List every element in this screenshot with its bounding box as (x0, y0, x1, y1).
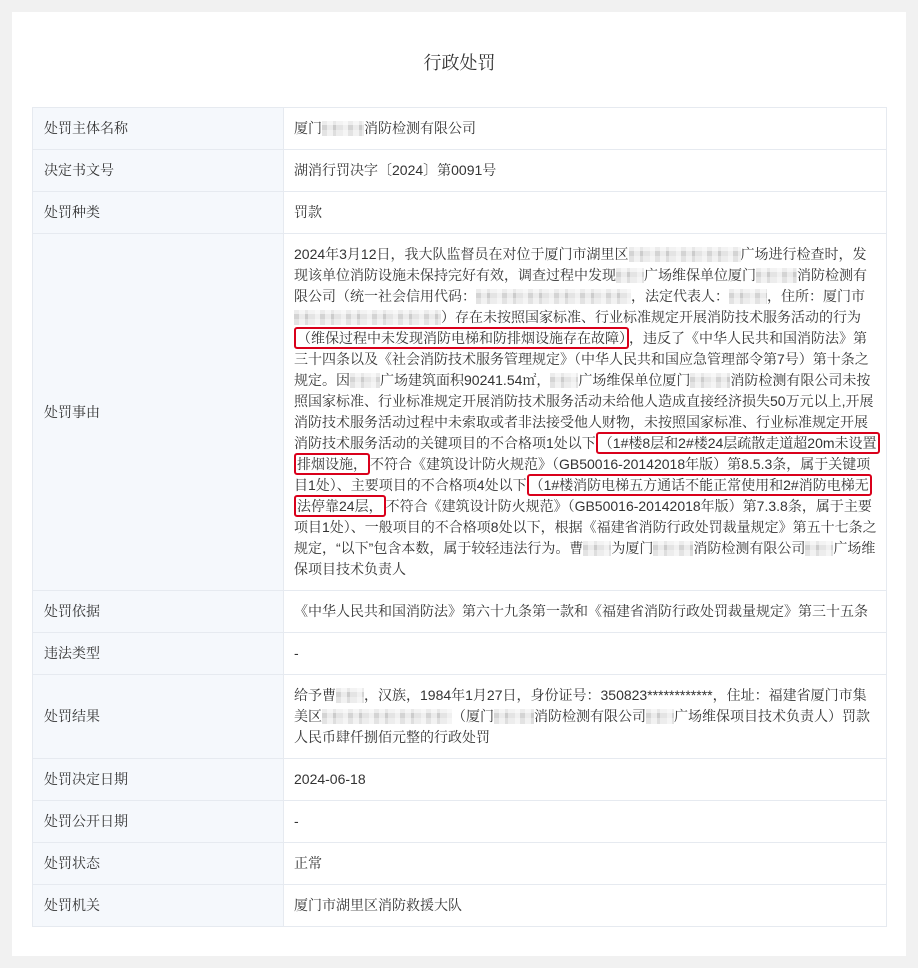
highlighted-fault-3: （1#楼消防电梯五方通话不能正常使用和2#消防电梯无法停靠24层， (294, 474, 872, 517)
row-basis (33, 591, 887, 633)
redacted-text (322, 709, 452, 724)
reason-text: 消防检测有限公司未按照国家标准、行业标准规定开展消防技术服务活动未给他人造成直接经济损失50万元以上,开展消防技术服务活动过程中未索取或者非法接受他人财物，未按照国家标准、行业标准规定开展消防技术服务活动的关键项目的不合格项1处以下 (294, 372, 874, 451)
redacted-text (756, 268, 797, 283)
value-reason (284, 234, 887, 591)
penalty-detail-table (32, 107, 887, 927)
redacted-text (294, 310, 441, 325)
result-text: 广场维保项目技术负责人）罚款人民币肆仟捌佰元整的行政处罚 (294, 708, 870, 745)
value-basis: 《中华人民共和国消防法》第六十九条第一款和《福建省消防行政处罚裁量规定》第三十五条 (284, 591, 887, 633)
row-result (33, 675, 887, 759)
value-status: 正常 (284, 843, 887, 885)
entity-name-text: 消防检测有限公司 (364, 120, 476, 136)
reason-text: 广场维保项目技术负责人 (294, 540, 876, 577)
result-text: （厦门 (452, 708, 494, 724)
row-publish-date (33, 801, 887, 843)
row-decision-date (33, 759, 887, 801)
reason-text: 广场维保单位厦门 (578, 372, 691, 388)
label-result: 处罚结果 (33, 675, 284, 759)
redacted-text (653, 541, 693, 556)
reason-text: 广场维保单位厦门 (644, 267, 756, 283)
value-authority: 厦门市湖里区消防救援大队 (284, 885, 887, 927)
highlighted-fault-1: （维保过程中未发现消防电梯和防排烟设施存在故障） (294, 327, 629, 349)
label-penalty-type: 处罚种类 (33, 192, 284, 234)
reason-text: 不符合《建筑设计防火规范》（GB50016-20142018年版）第8.5.3条，属于关键项目1处）、主要项目的不合格项4处以下 (294, 456, 871, 493)
value-result (284, 675, 887, 759)
label-publish-date: 处罚公开日期 (33, 801, 284, 843)
redacted-text (729, 289, 767, 304)
redacted-text (629, 247, 741, 262)
redacted-text (322, 121, 364, 136)
reason-text: 不符合《建筑设计防火规范》（GB50016-20142018年版）第7.3.8条，属于主要项目1处）、一般项目的不合格项8处以下，根据《福建省消防行政处罚裁量规定》第五十七条之规定，“以下”包含本数，属于较轻违法行为。曹 (294, 498, 877, 556)
penalty-detail-card (12, 12, 906, 956)
row-violation-type (33, 633, 887, 675)
result-text: ，汉族，1984年1月27日，身份证号：350823************，住址：福建省厦门市集美区 (294, 687, 867, 724)
value-publish-date: - (284, 801, 887, 843)
redacted-text (805, 541, 833, 556)
value-entity-name (284, 108, 887, 150)
label-basis: 处罚依据 (33, 591, 284, 633)
reason-text: ）存在未按照国家标准、行业标准规定开展消防技术服务活动的行为 (441, 309, 861, 325)
reason-text: 消防检测有限公司（统一社会信用代码： (294, 267, 867, 304)
redacted-text (550, 373, 578, 388)
label-authority: 处罚机关 (33, 885, 284, 927)
label-reason: 处罚事由 (33, 234, 284, 591)
result-text: 给予曹 (294, 687, 336, 703)
row-entity-name (33, 108, 887, 150)
row-status (33, 843, 887, 885)
label-status: 处罚状态 (33, 843, 284, 885)
redacted-text (336, 688, 364, 703)
reason-text: ，违反了《中华人民共和国消防法》第三十四条以及《社会消防技术服务管理规定》（中华人民共和国应急管理部令第7号）第十条之规定。因 (294, 330, 869, 388)
redacted-text (616, 268, 644, 283)
reason-text: 2024年3月12日，我大队监督员在对位于厦门市湖里区 (294, 246, 629, 262)
row-penalty-type (33, 192, 887, 234)
page-title: 行政处罚 (423, 53, 496, 73)
redacted-text (690, 373, 730, 388)
label-entity-name: 处罚主体名称 (33, 108, 284, 150)
label-violation-type: 违法类型 (33, 633, 284, 675)
row-authority (33, 885, 887, 927)
value-decision-date: 2024-06-18 (284, 759, 887, 801)
value-violation-type: - (284, 633, 887, 675)
reason-text: ，法定代表人： (631, 288, 729, 304)
reason-text: ，住所：厦门市 (767, 288, 865, 304)
reason-text: 广场进行检查时，发现该单位消防设施未保持完好有效，调查过程中发现 (294, 246, 867, 283)
redacted-text (583, 541, 611, 556)
redacted-text (646, 709, 674, 724)
redacted-text (476, 289, 631, 304)
highlighted-fault-2: （1#楼8层和2#楼24层疏散走道超20m未设置排烟设施， (294, 432, 880, 475)
row-decision-no (33, 150, 887, 192)
reason-text: 广场建筑面积90241.54㎡， (380, 372, 551, 388)
reason-text: 消防检测有限公司 (693, 540, 806, 556)
row-reason (33, 234, 887, 591)
label-decision-no: 决定书文号 (33, 150, 284, 192)
result-text: 消防检测有限公司 (534, 708, 646, 724)
value-penalty-type: 罚款 (284, 192, 887, 234)
entity-name-text: 厦门 (294, 120, 322, 136)
redacted-text (350, 373, 380, 388)
value-decision-no: 湖消行罚决字〔2024〕第0091号 (284, 150, 887, 192)
reason-text: 为厦门 (611, 540, 654, 556)
label-decision-date: 处罚决定日期 (33, 759, 284, 801)
redacted-text (494, 709, 534, 724)
